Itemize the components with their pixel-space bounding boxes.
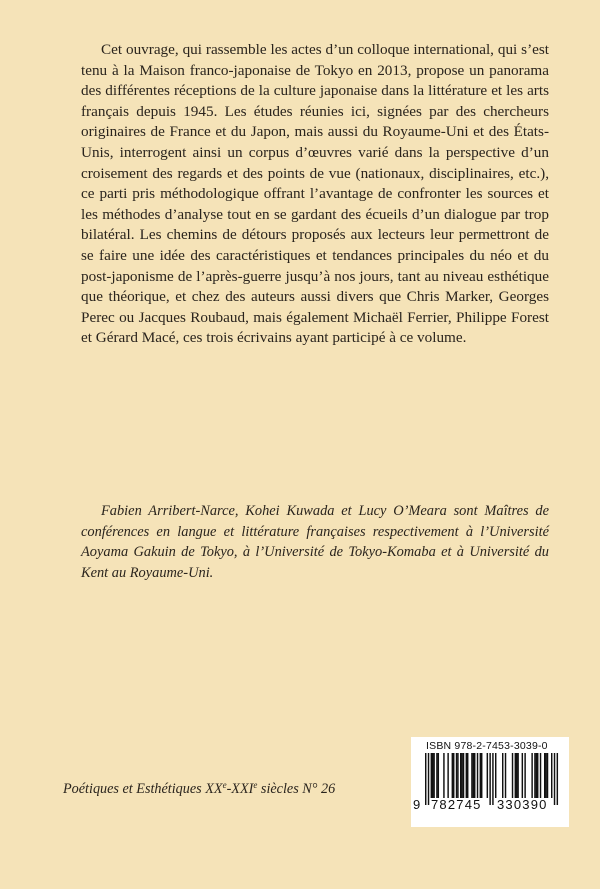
book-summary: Cet ouvrage, qui rassemble les actes d’un colloque international, qui s’est tenu à la Maison franco-japonaise de Tokyo en 2013, propose un panorama des différentes réceptions de la culture japonaise dans la littérature et les arts français depuis 1945. Les études réunies ici, signées par des chercheurs originaires de France et du Japon, mais aussi du Royaume-Uni et des États-Unis, interrogent ainsi un corpus d’œuvres varié dans la perspective d’un croisement des regards et des points de vue (nationaux, disciplinaires, etc.), ce parti pris méthodologique offrant l’avantage de confronter les sources et les méthodes d’analyse tout en se gardant des écueils d’un dialogue par trop bilatéral. Les chemins de détours proposés aux lecteurs leur permettront de se faire une idée des caractéristiques et tendances principales du néo et du post-japonisme de l’après-guerre jusqu’à nos jours, tant au niveau esthétique que théorique, et chez des auteurs aussi divers que Chris Marker, Georges Perec ou Jacques Roubaud, mais également Michaël Ferrier, Philippe Forest et Gérard Macé, ces trois écrivains ayant participé à ce volume. xyxy=(81,41,549,347)
barcode-bar-5 xyxy=(436,753,437,798)
barcode-bar-8 xyxy=(447,753,448,798)
barcode-bar-21 xyxy=(477,753,478,798)
barcode-bar-20 xyxy=(474,753,475,798)
barcode-bar-35 xyxy=(524,753,525,798)
barcode-bar-18 xyxy=(471,753,472,798)
barcode-bar-12 xyxy=(457,753,458,798)
barcode-bar-22 xyxy=(480,753,481,798)
barcode-bar-4 xyxy=(433,753,434,798)
barcode-bar-14 xyxy=(461,753,462,798)
barcode-bar-6 xyxy=(438,753,439,798)
editors-bio: Fabien Arribert-Narce, Kohei Kuwada et Lucy O’Meara sont Maîtres de conférences en langue et littérature françaises respectivement à l’Université Aoyama Gakuin de Tokyo, à l’Université de Tokyo-Komaba et à Université du Kent au Royaume-Uni. xyxy=(81,503,549,581)
barcode-bar-31 xyxy=(515,753,516,798)
isbn-number: ISBN 978-2-7453-3039-0 xyxy=(426,740,548,752)
barcode-bar-40 xyxy=(540,753,541,798)
series-prefix: Poétiques et Esthétiques XX xyxy=(63,781,223,797)
barcode-bar-34 xyxy=(522,753,523,798)
barcode-bar-11 xyxy=(456,753,457,798)
barcode-left-group: 782745 xyxy=(431,797,482,812)
barcode-bar-9 xyxy=(452,753,453,798)
barcode-bar-38 xyxy=(536,753,537,798)
barcode-bar-10 xyxy=(453,753,454,798)
barcode-bar-33 xyxy=(517,753,518,798)
barcode-bar-16 xyxy=(466,753,467,798)
barcode-bar-23 xyxy=(481,753,482,798)
barcode-bar-13 xyxy=(460,753,461,798)
barcode-bar-32 xyxy=(516,753,517,798)
barcode-bar-2 xyxy=(431,753,432,798)
series-superscript-1: e xyxy=(222,780,227,790)
series-mid: -XXI xyxy=(226,781,254,797)
barcode-bar-41 xyxy=(544,753,545,798)
series-title xyxy=(63,781,393,798)
barcode-bar-3 xyxy=(432,753,433,798)
barcode-digits xyxy=(411,797,569,821)
series-suffix: siècles N° 26 xyxy=(257,781,336,797)
barcode-bar-44 xyxy=(551,753,552,798)
barcode-bar-19 xyxy=(473,753,474,798)
barcode-bar-42 xyxy=(545,753,546,798)
barcode-bar-24 xyxy=(487,753,488,798)
isbn-barcode xyxy=(411,737,569,827)
barcode-bar-29 xyxy=(505,753,506,798)
barcode-bar-30 xyxy=(512,753,513,798)
barcode-bar-15 xyxy=(463,753,464,798)
barcode-first-digit: 9 xyxy=(413,797,422,812)
barcode-bar-17 xyxy=(467,753,468,798)
barcode-right-group: 330390 xyxy=(497,797,548,812)
barcode-bar-28 xyxy=(502,753,503,798)
barcode-bar-36 xyxy=(531,753,532,798)
barcode-bar-43 xyxy=(547,753,548,798)
series-superscript-2: e xyxy=(253,780,258,790)
barcode-bar-39 xyxy=(537,753,538,798)
barcode-bar-7 xyxy=(443,753,444,798)
barcode-bar-37 xyxy=(534,753,535,798)
barcode-bar-27 xyxy=(495,753,496,798)
